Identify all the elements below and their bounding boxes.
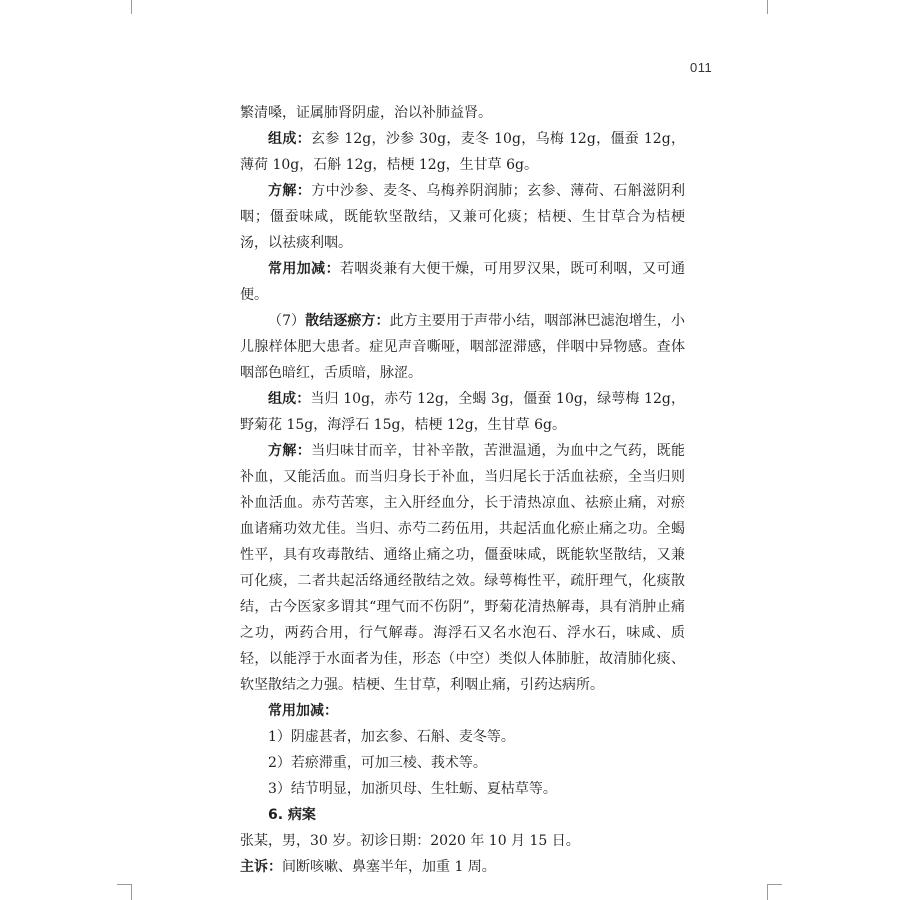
formula-title: 散结逐瘀方：: [305, 313, 390, 329]
page-number: 011: [690, 60, 713, 75]
modification-heading: 常用加减：: [268, 703, 338, 719]
paragraph-explanation-1: [240, 178, 685, 256]
crop-mark-top-right-vertical: [767, 0, 768, 14]
paragraph-composition-2: [240, 386, 685, 438]
paragraph-modification-1: [240, 256, 685, 308]
explanation-label: 方解：: [268, 183, 312, 199]
explanation-text: 当归味甘而辛，甘补辛散，苦泄温通，为血中之气药，既能补血，又能活血。而当归身长于补血，当归尾长于活血祛瘀，全当归则补血活血。赤芍苦寒，主入肝经血分，长于清热凉血、祛瘀止痛，对瘀血诸痛功效尤佳。当归、赤芍二药伍用，共起活血化瘀止痛之功。全蝎性平，具有攻毒散结、通络止痛之功，僵蚕味咸，既能软坚散结，又兼可化痰，二者共起活络通经散结之效。绿萼梅性平，疏肝理气，化痰散结，古今医家多谓其“理气而不伤阴”，野菊花清热解毒，具有消肿止痛之功，两药合用，行气解毒。海浮石又名水泡石、浮水石，味咸、质轻，以能浮于水面者为佳，形态（中空）类似人体肺脏，故清肺化痰、软坚散结之力强。桔梗、生甘草，利咽止痛，引药达病所。: [240, 443, 686, 693]
composition-label: 组成：: [268, 131, 311, 147]
formula-description: 此方主要用于声带小结，咽部淋巴滤泡增生，小儿腺样体肥大患者。症见声音嘶哑，咽部涩滞感，伴咽中异物感。查体咽部色暗红，舌质暗，脉涩。: [240, 313, 685, 381]
complaint-text: 间断咳嗽、鼻塞半年，加重 1 周。: [282, 859, 496, 875]
paragraph-composition-1: [240, 126, 685, 178]
crop-mark-bottom-right-vertical: [767, 884, 768, 900]
complaint-label: 主诉：: [240, 859, 282, 875]
case-intro: 张某，男，30 岁。初诊日期：2020 年 10 月 15 日。: [240, 833, 580, 849]
crop-mark-bottom-left-vertical: [131, 884, 132, 900]
list-item: 3）结节明显，加浙贝母、生牡蛎、夏枯草等。: [268, 781, 557, 797]
list-item: 2）若瘀滞重，可加三棱、莪术等。: [268, 755, 487, 771]
chief-complaint: [240, 854, 685, 880]
explanation-label: 方解：: [268, 443, 312, 459]
modification-text: 若咽炎兼有大便干燥，可用罗汉果，既可利咽，又可通便。: [240, 261, 686, 303]
crop-mark-bottom-left-horizontal: [117, 884, 131, 885]
list-item: 1）阴虚甚者，加玄参、石斛、麦冬等。: [268, 729, 515, 745]
composition-text: 玄参 12g，沙参 30g，麦冬 10g，乌梅 12g，僵蚕 12g，薄荷 10g，石斛 12g，桔梗 12g，生甘草 6g。: [240, 131, 685, 173]
composition-label: 组成：: [268, 391, 311, 407]
paragraph-explanation-2: [240, 438, 685, 698]
page-body: [240, 100, 685, 880]
section-heading-case: 6. 病案: [268, 807, 316, 823]
crop-mark-bottom-right-horizontal: [768, 884, 782, 885]
formula-number: （7）: [268, 313, 306, 329]
paragraph-formula-7: [240, 308, 685, 386]
modification-label: 常用加减：: [268, 261, 340, 277]
paragraph-continuation: 繁清嗓，证属肺肾阴虚，治以补肺益肾。: [240, 105, 492, 121]
crop-mark-top-left-vertical: [131, 0, 132, 14]
explanation-text: 方中沙参、麦冬、乌梅养阴润肺；玄参、薄荷、石斛滋阴利咽；僵蚕味咸，既能软坚散结，又兼可化痰；桔梗、生甘草合为桔梗汤，以祛痰利咽。: [240, 183, 686, 251]
composition-text: 当归 10g，赤芍 12g，全蝎 3g，僵蚕 10g，绿萼梅 12g，野菊花 15g，海浮石 15g，桔梗 12g，生甘草 6g。: [240, 391, 685, 433]
